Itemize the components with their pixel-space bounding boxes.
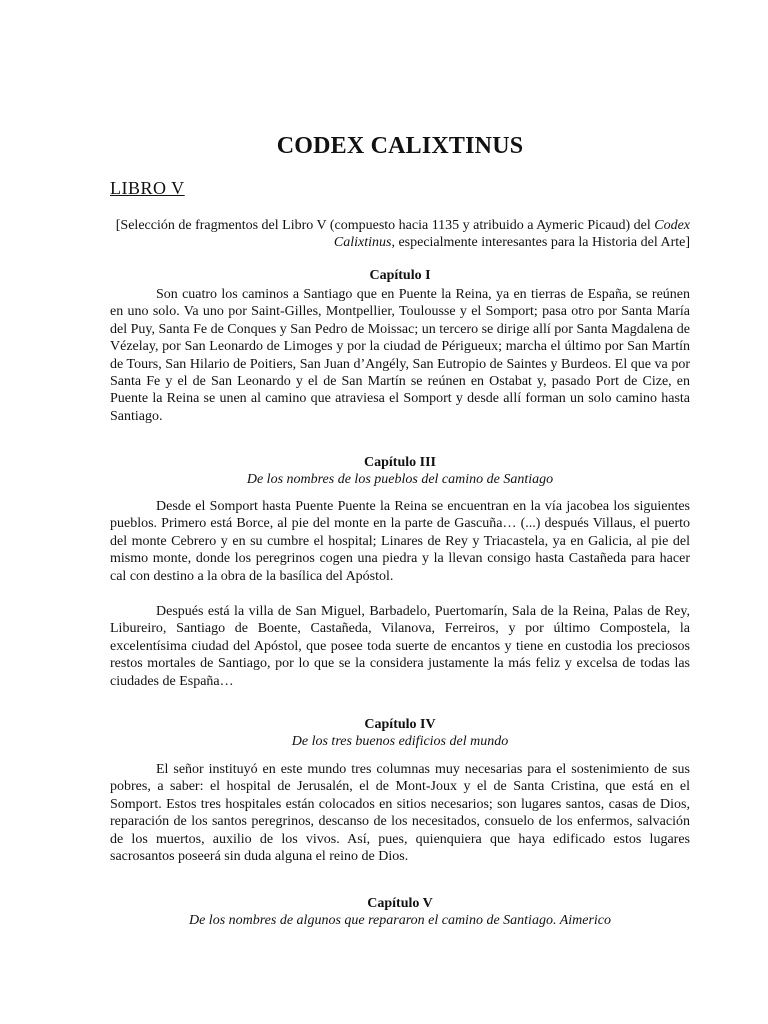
chapter-number: Capítulo I	[369, 268, 431, 283]
chapter-number: Capítulo IV	[364, 717, 436, 732]
chapter-paragraph: Son cuatro los caminos a Santiago que en Puente la Reina, ya en tierras de España, se reúnen en uno solo. Va uno por Saint-Gilles, Montpellier, Toulousse y el Somport; pasa otro por Santa María del Puy, Santa Fe de Conques y San Pedro de Moissac; un tercero se dirige allí por Santa Magdalena de Vézelay, por San Leonardo de Limoges y por la ciudad de Périgueux; marcha el último por San Martín de Tours, San Hilario de Poitiers, San Juan d’Angély, San Eutropio de Saintes y Burdeos. El que va por Santa Fe y el de San Leonardo y el de San Martín se reúnen en Ostabat y, pasado Port de Cize, en Puente la Reina se unen al camino que atraviesa el Somport y desde allí forman un solo camino hasta Santiago.	[110, 287, 690, 424]
chapter-subtitle: De los nombres de los pueblos del camino de Santiago	[246, 472, 554, 487]
chapter-paragraph: Después está la villa de San Miguel, Barbadelo, Puertomarín, Sala de la Reina, Palas de Rey, Libureiro, Santiago de Boente, Castañeda, Vilanova, Ferreiros, y por último Compostela, la excelentísima ciudad del Apóstol, que posee toda suerte de encantos y tiene en custodia los preciosos restos mortales de Santiago, por lo que se la considera justamente la más feliz y excelsa de todas las ciudades de España…	[110, 604, 690, 689]
chapter-number: Capítulo V	[367, 896, 433, 911]
chapter-paragraph: Desde el Somport hasta Puente Puente la Reina se encuentran en la vía jacobea los siguientes pueblos. Primero está Borce, al pie del monte en la parte de Gascuña… (...) después Villaus, el puerto del monte Cebrero y en su cumbre el hospital; Linares de Rey y Triacastela, ya en Galicia, al pie del mismo monte, donde los peregrinos cogen una piedra y la llevan consigo hasta Castañeda para hacer cal con destino a la obra de la basílica del Apóstol.	[110, 499, 690, 584]
chapter-number: Capítulo III	[364, 455, 436, 470]
book-heading: LIBRO V	[110, 178, 185, 198]
chapter-heading	[110, 454, 690, 488]
chapter-paragraph: El señor instituyó en este mundo tres columnas muy necesarias para el sostenimiento de sus pobres, a saber: el hospital de Jerusalén, el de Mont-Joux y el de Santa Cristina, que está en el Somport. Estos tres hospitales están colocados en sitios necesarios; son lugares santos, casas de Dios, reparación de los santos peregrinos, descanso de los necesitados, consuelo de los enfermos, salvación de los muertos, auxilio de los vivos. Así, pues, quienquiera que haya edificado estos lugares sacrosantos poseerá sin duda alguna el reino de Dios.	[110, 762, 690, 865]
intro-note	[110, 217, 690, 251]
intro-text-end: , especialmente interesantes para la Historia del Arte]	[391, 235, 690, 250]
chapter-subtitle: De los tres buenos edificios del mundo	[291, 734, 509, 749]
chapter-subtitle: De los nombres de algunos que repararon el camino de Santiago. Aimerico	[188, 913, 612, 928]
chapter-heading	[110, 267, 690, 284]
intro-text: [Selección de fragmentos del Libro V (compuesto hacia 1135 y atribuido a Aymeric Picaud) del	[115, 218, 655, 233]
intro-italic-title: Codex Calixtinus	[333, 218, 690, 250]
document-title: CODEX CALIXTINUS	[276, 133, 524, 159]
chapter-heading	[110, 895, 690, 929]
chapter-heading	[110, 716, 690, 750]
